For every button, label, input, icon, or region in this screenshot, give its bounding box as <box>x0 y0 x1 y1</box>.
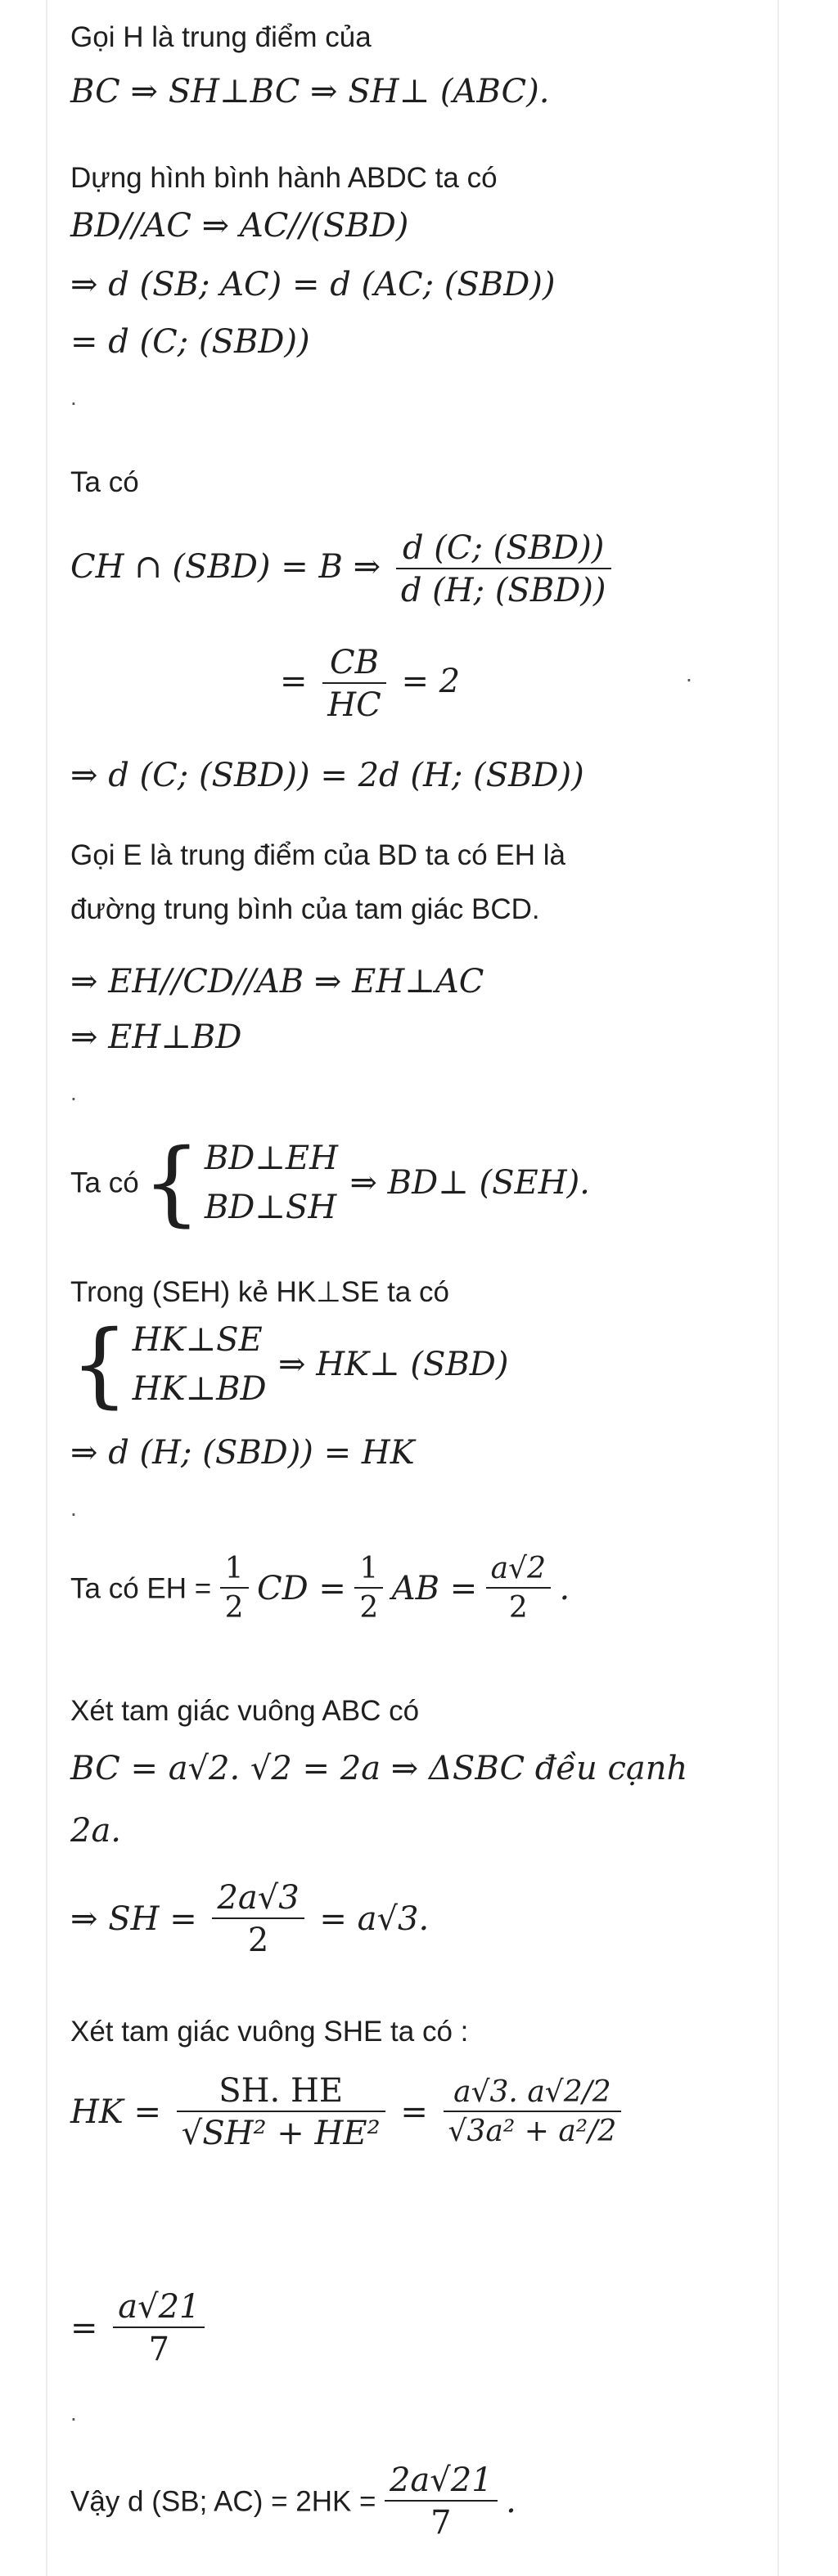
math-line: ⇒ EH//CD//AB ⇒ EH⊥AC <box>70 963 484 1000</box>
text-prefix: Ta có <box>70 1167 139 1199</box>
fraction-numerator: d (C; (SBD)) <box>402 529 605 567</box>
math-expr: HK = <box>70 2093 161 2131</box>
fraction <box>486 1554 551 1623</box>
fraction <box>177 2072 385 2152</box>
left-divider <box>46 0 47 2576</box>
math-expr: ⇒ HK⊥ (SBD) <box>278 1346 509 1383</box>
text-line: Xét tam giác vuông SHE ta có : <box>70 2016 469 2048</box>
math-line: BC = a√2. √2 = 2a ⇒ ΔSBC đều cạnh <box>70 1750 688 1787</box>
math-expr: CD = <box>256 1570 346 1607</box>
math-expr: = 2 <box>401 663 461 700</box>
fraction-denominator: 2 <box>220 1587 249 1623</box>
math-expr: AB = <box>391 1570 478 1607</box>
math-line <box>70 2461 516 2542</box>
fraction-numerator: a√2 <box>490 1552 546 1585</box>
math-line <box>70 1554 570 1623</box>
fraction-denominator: 2 <box>354 1587 383 1623</box>
fraction-denominator: √SH² + HE² <box>177 2111 385 2150</box>
fraction-numerator: 1 <box>359 1552 379 1585</box>
math-expr: ⇒ SH = <box>70 1900 197 1938</box>
fraction-numerator: CB <box>329 644 379 681</box>
period: . <box>559 1570 570 1607</box>
fraction <box>354 1554 383 1623</box>
text-line: đường trung bình của tam giác BCD. <box>70 893 540 925</box>
system-row: HK⊥BD <box>132 1370 267 1408</box>
math-line: ⇒ EH⊥BD <box>70 1018 242 1056</box>
separator-dot: . <box>686 661 692 686</box>
fraction-numerator: SH. HE <box>219 2072 344 2110</box>
text-line: Dựng hình bình hành ABDC ta có <box>70 162 498 194</box>
fraction <box>212 1881 304 1957</box>
fraction-denominator: HC <box>322 682 386 722</box>
separator-dot: . <box>70 384 77 410</box>
equation-system <box>205 1134 338 1232</box>
separator-dot: . <box>70 1495 77 1521</box>
system-line <box>70 1130 590 1236</box>
brace: { <box>70 1311 129 1418</box>
equals-sign: = <box>400 2093 428 2131</box>
fraction-numerator: a√3. a√2/2 <box>453 2075 611 2109</box>
math-line: BD//AC ⇒ AC//(SBD) <box>70 207 409 245</box>
text-prefix: Vậy d (SB; AC) = 2HK = <box>70 2485 376 2518</box>
math-line: ⇒ d (SB; AC) = d (AC; (SBD)) <box>70 266 556 303</box>
math-expr: CH ∩ (SBD) = B ⇒ <box>70 548 381 586</box>
text-line: Gọi E là trung điểm của BD ta có EH là <box>70 839 565 871</box>
fraction-denominator: 7 <box>113 2326 205 2366</box>
math-line: ⇒ d (C; (SBD)) = 2d (H; (SBD)) <box>70 757 584 794</box>
system-line <box>70 1311 509 1418</box>
math-expr: ⇒ BD⊥ (SEH). <box>349 1164 590 1202</box>
period: . <box>506 2483 516 2520</box>
text-prefix: Ta có EH = <box>70 1572 212 1605</box>
fraction <box>444 2075 622 2148</box>
math-line: 2a. <box>70 1812 122 1850</box>
right-divider <box>777 0 779 2576</box>
math-line <box>70 2288 210 2368</box>
fraction <box>396 529 611 609</box>
math-line: = d (C; (SBD)) <box>70 323 310 361</box>
equals-sign: = <box>280 663 308 700</box>
fraction <box>385 2461 498 2542</box>
fraction-numerator: 1 <box>224 1552 244 1585</box>
text-line: Trong (SEH) kẻ HK⊥SE ta có <box>70 1276 449 1308</box>
math-line <box>280 646 460 722</box>
separator-dot: . <box>70 1080 77 1105</box>
fraction <box>220 1554 249 1623</box>
separator-dot: . <box>70 2400 77 2425</box>
fraction-denominator: d (H; (SBD)) <box>396 568 611 607</box>
math-line <box>70 2072 626 2152</box>
fraction <box>113 2288 205 2368</box>
brace: { <box>142 1130 201 1236</box>
equation-system <box>133 1315 267 1414</box>
math-line: ⇒ d (H; (SBD)) = HK <box>70 1434 415 1472</box>
fraction-numerator: a√21 <box>118 2288 200 2326</box>
text-line: Xét tam giác vuông ABC có <box>70 1695 420 1727</box>
system-row: BD⊥SH <box>204 1189 337 1226</box>
system-row: BD⊥EH <box>204 1140 338 1177</box>
math-line: BC ⇒ SH⊥BC ⇒ SH⊥ (ABC). <box>70 73 550 110</box>
fraction-denominator: 2 <box>486 1587 551 1623</box>
fraction <box>322 646 386 722</box>
system-row: HK⊥SE <box>132 1321 263 1359</box>
fraction-numerator: 2a√3 <box>217 1879 300 1917</box>
text-line: Gọi H là trung điểm của <box>70 21 372 53</box>
equals-sign: = <box>70 2309 98 2347</box>
math-line <box>70 529 616 609</box>
text-line: Ta có <box>70 466 139 498</box>
fraction-denominator: √3a² + a²/2 <box>444 2111 622 2147</box>
math-line <box>70 1881 429 1957</box>
fraction-denominator: 7 <box>385 2500 498 2539</box>
fraction-denominator: 2 <box>212 1917 304 1957</box>
math-expr: = a√3. <box>319 1900 430 1938</box>
fraction-numerator: 2a√21 <box>389 2461 493 2499</box>
